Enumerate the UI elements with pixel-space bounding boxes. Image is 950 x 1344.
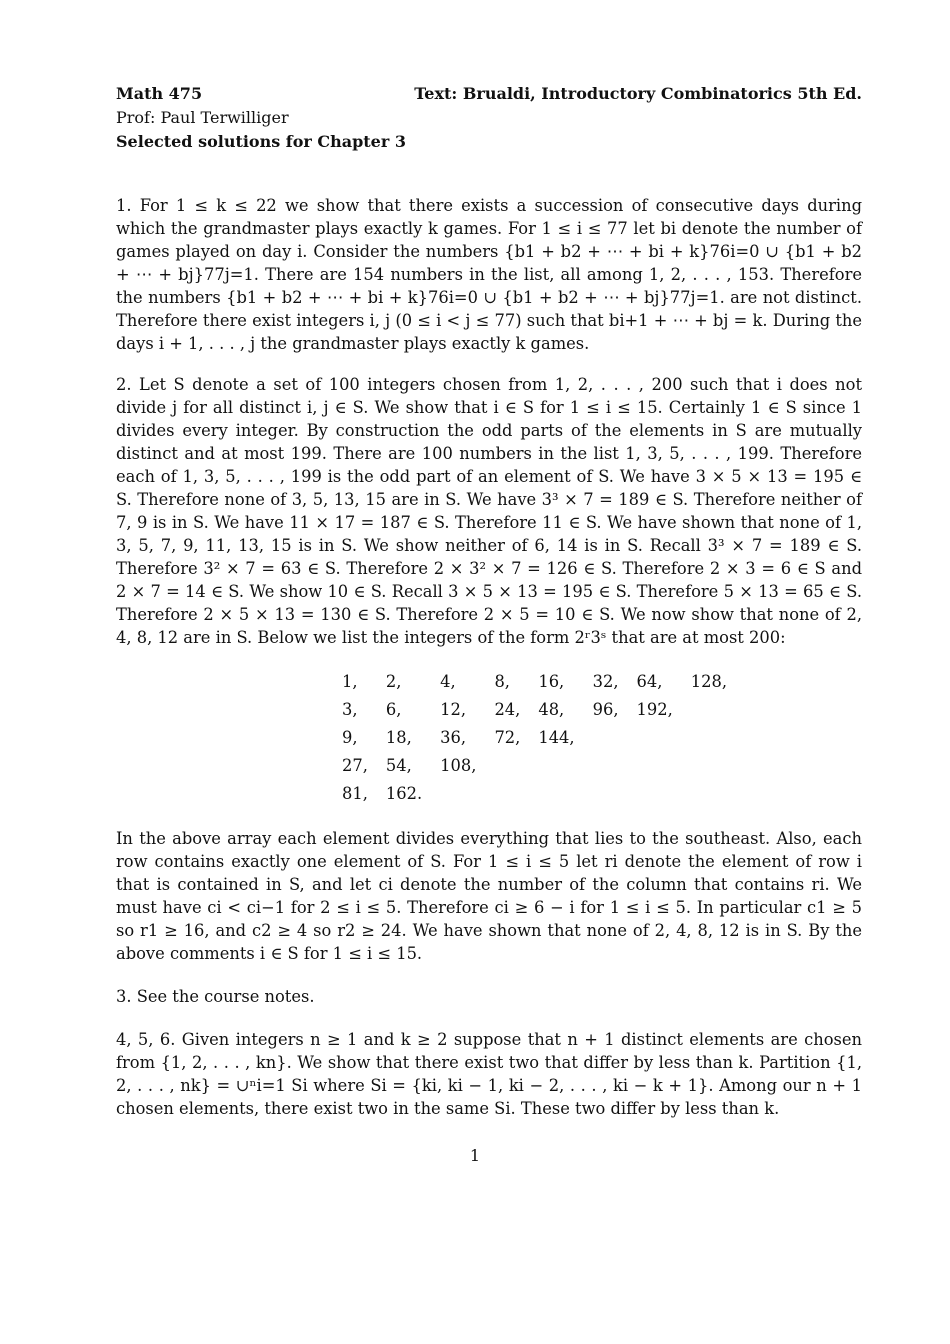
problem-3: 3. See the course notes. <box>116 987 315 1006</box>
array-cell: 144, <box>538 727 575 747</box>
array-row <box>342 751 745 779</box>
array-cell: 3, <box>342 699 358 719</box>
problem-2-conclusion: In the above array each element divides everything that lies to the southeast. Also, each row contains exactly one element of S. For 1 ≤ i ≤ 5 let ri denote the element of row i that is contained in S, and let ci denote the number of the column that contains ri. We must have ci < ci−1 for 2 ≤ i ≤ 5. Therefore ci ≥ 6 − i for 1 ≤ i ≤ 5. In particular c1 ≥ 5 so r1 ≥ 16, and c2 ≥ 4 so r2 ≥ 24. We have shown that none of 2, 4, 8, 12 is in S. By the above comments i ∈ S for 1 ≤ i ≤ 15. <box>116 829 862 963</box>
problem-1: 1. For 1 ≤ k ≤ 22 we show that there exists a succession of consecutive days during which the grandmaster plays exactly k games. For 1 ≤ i ≤ 77 let bi denote the number of games played on day i. Consider the numbers {b1 + b2 + ⋯ + bi + k}76i=0 ∪ {b1 + b2 + ⋯ + bj}77j=1. There are 154 numbers in the list, all among 1, 2, . . . , 153. Therefore the numbers {b1 + b2 + ⋯ + bi + k}76i=0 ∪ {b1 + b2 + ⋯ + bj}77j=1. are not distinct. Therefore there exist integers i, j (0 ≤ i < j ≤ 77) such that bi+1 + ⋯ + bj = k. During the days i + 1, . . . , j the grandmaster plays exactly k games. <box>116 196 862 353</box>
problem-2-intro: 2. Let S denote a set of 100 integers chosen from 1, 2, . . . , 200 such that i does not divide j for all distinct i, j ∈ S. We show that i ∈ S for 1 ≤ i ≤ 15. Certainly 1 ∈ S since 1 divides every integer. By construction the odd parts of the elements in S are mutually distinct and at most 199. There are 100 numbers in the list 1, 3, 5, . . . , 199. Therefore each of 1, 3, 5, . . . , 199 is the odd part of an element of S. We have 3 × 5 × 13 = 195 ∈ S. Therefore none of 3, 5, 13, 15 are in S. We have 3³ × 7 = 189 ∈ S. Therefore neither of 7, 9 is in S. We have 11 × 17 = 187 ∈ S. Therefore 11 ∈ S. We have shown that none of 1, 3, 5, 7, 9, 11, 13, 15 is in S. We show neither of 6, 14 is in S. Recall 3³ × 7 = 189 ∈ S. Therefore 3² × 7 = 63 ∈ S. Therefore 2 × 3² × 7 = 126 ∈ S. Therefore 2 × 3 = 6 ∈ S and 2 × 7 = 14 ∈ S. We show 10 ∈ S. Recall 3 × 5 × 13 = 195 ∈ S. Therefore 5 × 13 = 65 ∈ S. Therefore 2 × 5 × 13 = 130 ∈ S. Therefore 2 × 5 = 10 ∈ S. We now show that none of 2, 4, 8, 12 are in S. Below we list the integers of the form 2ʳ3ˢ that are at most 200: <box>116 375 862 647</box>
array-cell: 4, <box>440 671 456 691</box>
array-cell: 128, <box>690 671 728 691</box>
array-cell: 32, <box>592 671 619 691</box>
powers-array <box>342 667 862 807</box>
array-row <box>342 695 745 723</box>
array-cell: 9, <box>342 727 358 747</box>
array-cell: 8, <box>494 671 510 691</box>
array-cell: 18, <box>385 727 412 747</box>
array-row <box>342 723 745 751</box>
array-cell: 54, <box>385 755 412 775</box>
array-cell: 96, <box>592 699 619 719</box>
professor-name: Prof: Paul Terwilliger <box>116 108 289 127</box>
document-page <box>116 82 862 1120</box>
array-cell: 162. <box>385 783 423 803</box>
document-subtitle: Selected solutions for Chapter 3 <box>116 132 406 151</box>
array-cell: 36, <box>440 727 467 747</box>
array-row <box>342 667 745 695</box>
array-cell: 2, <box>385 671 402 691</box>
powers-table <box>342 667 745 807</box>
array-cell: 16, <box>538 671 565 691</box>
array-cell: 24, <box>494 699 521 719</box>
array-cell: 108, <box>440 755 477 775</box>
problem-4-5-6: 4, 5, 6. Given integers n ≥ 1 and k ≥ 2 suppose that n + 1 distinct elements are chosen from {1, 2, . . . , kn}. We show that there exist two that differ by less than k. Partition {1, 2, . . . , nk} = ∪ⁿi=1 Si where Si = {ki, ki − 1, ki − 2, . . . , ki − k + 1}. Among our n + 1 chosen elements, there exist two in the same Si. These two differ by less than k. <box>116 1030 862 1118</box>
array-cell: 72, <box>494 727 521 747</box>
page-number: 1 <box>469 1146 481 1165</box>
array-cell: 1, <box>342 671 358 691</box>
array-cell: 12, <box>440 699 467 719</box>
course-title: Math 475 <box>116 84 203 103</box>
array-cell: 81, <box>342 783 368 803</box>
array-cell: 6, <box>385 699 402 719</box>
header-row <box>116 82 862 106</box>
array-cell: 192, <box>636 699 673 719</box>
array-cell: 48, <box>538 699 565 719</box>
array-row <box>342 779 745 807</box>
array-cell: 27, <box>342 755 368 775</box>
textbook-reference: Text: Brualdi, Introductory Combinatorics 5th Ed. <box>414 84 862 103</box>
array-cell: 64, <box>636 671 663 691</box>
